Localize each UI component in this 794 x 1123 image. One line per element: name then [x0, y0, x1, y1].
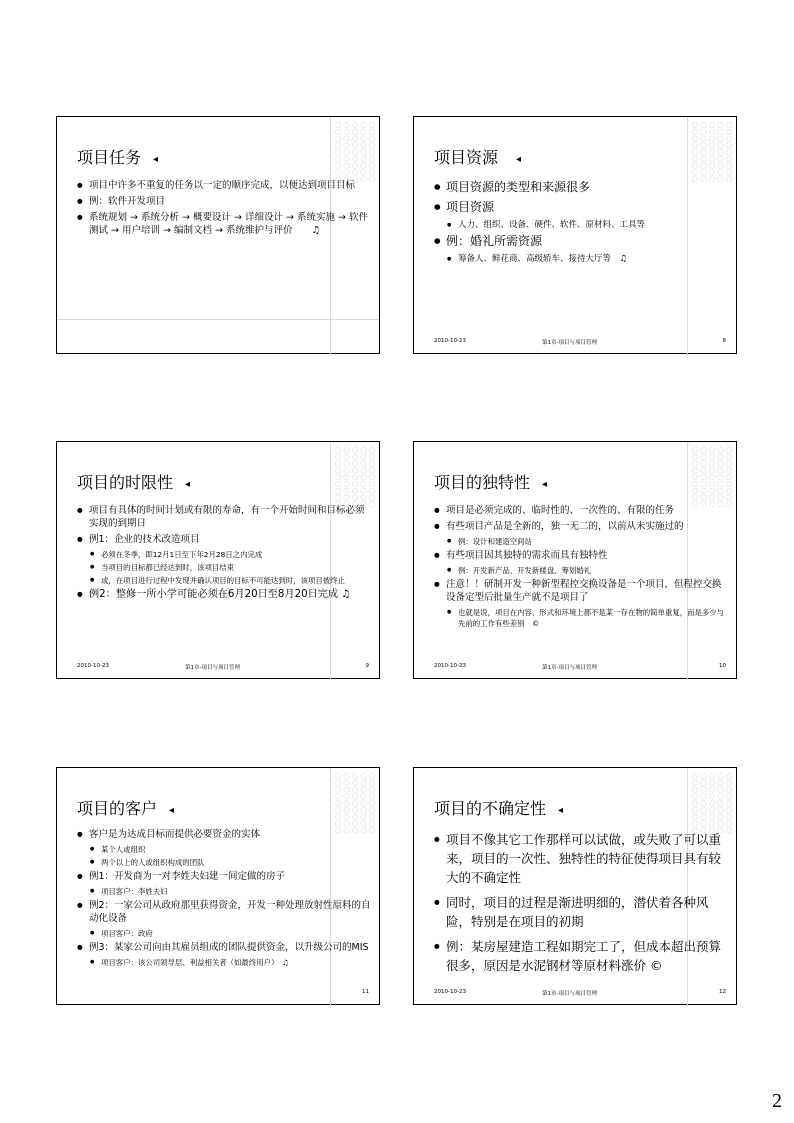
bullet-item: ● 系统规划 → 系统分析 → 概要设计 → 详细设计 → 系统实施 → 软件测试 → 用户培训 → 编制文档 → 系统维护与评价 ♫ — [77, 211, 371, 237]
footer-date: 2010-10-23 — [434, 989, 466, 995]
bullet-item: ● 例：婚礼所需资源 — [434, 233, 728, 249]
bullet-item: ● 例1：企业的技术改造项目 — [77, 533, 371, 546]
bullet-item: ● 项目有具体的时间计划或有限的寿命，有一个开始时间和目标必须实现的到期日 — [77, 504, 371, 530]
dot-grid-decoration — [690, 121, 734, 183]
bullet-item: ● 例：某房屋建造工程如期完工了，但成本超出预算很多，原因是水泥钢材等原材料涨价 © — [434, 937, 728, 975]
footer-chapter: 第1章-项目与项目管理 — [542, 991, 597, 997]
slide-project-time-limit — [56, 441, 380, 679]
triangle-marker-icon: ◂ — [542, 479, 548, 490]
bullet-item: ● 同时，项目的过程是渐进明细的，潜伏着各种风险，特别是在项目的初期 — [434, 893, 728, 931]
dot-grid-decoration — [333, 772, 377, 834]
triangle-marker-icon: ◂ — [169, 805, 175, 816]
slide-title: 项目资源 ◂ — [434, 148, 522, 167]
sub-bullet-item: ● 例：设计和建造空间站 — [434, 536, 728, 547]
slide-footer — [434, 663, 728, 672]
slide-project-uncertainty — [413, 767, 737, 1005]
slide-title: 项目的时限性 ◂ — [77, 473, 191, 492]
slide-number: 10 — [719, 663, 726, 669]
triangle-marker-icon: ◂ — [153, 154, 159, 165]
sub-bullet-item: ● 人力、组织、设备、硬件、软件、原材料、工具等 — [434, 219, 728, 231]
triangle-marker-icon: ◂ — [185, 479, 191, 490]
bullet-item: ● 注意！！研制开发一种新型程控交换设备是一个项目，但程控交换设备定型后批量生产就不是项目了 — [434, 578, 728, 604]
sub-bullet-item: ● 项目客户：该公司领导层、利益相关者（如最终用户） ♫ — [77, 957, 371, 968]
bullet-item: ● 有些项目因其独特的需求而具有独特性 — [434, 549, 728, 562]
bullet-item: ● 例：软件开发项目 — [77, 195, 371, 208]
slide-title: 项目的客户 ◂ — [77, 799, 175, 818]
footer-chapter: 第1章-项目与项目管理 — [185, 665, 240, 671]
slide-number: 8 — [722, 338, 726, 344]
sub-bullet-item: ● 筹备人、鲜花商、高级轿车、接待大厅等 ♫ — [434, 253, 728, 265]
footer-chapter: 第1章-项目与项目管理 — [542, 340, 597, 346]
slide-footer — [434, 989, 728, 998]
slide-title: 项目任务 ◂ — [77, 148, 159, 167]
dot-grid-decoration — [690, 772, 734, 834]
footer-date: 2010-10-23 — [434, 338, 466, 344]
bullet-item: ● 例1：开发商为一对李姓夫妇建一间定做的房子 — [77, 870, 371, 883]
slide-number: 11 — [362, 989, 369, 995]
slide-title: 项目的不确定性 ◂ — [434, 799, 564, 818]
dot-grid-decoration — [333, 446, 377, 508]
sub-bullet-item: ● 或，在项目进行过程中发现并确认项目的目标不可能达到时，该项目被终止 — [77, 575, 371, 586]
divider-horizontal — [57, 319, 379, 320]
slide-project-resources — [413, 116, 737, 354]
bullet-item: ● 项目资源的类型和来源很多 — [434, 179, 728, 195]
slide-footer — [434, 338, 728, 347]
bullet-item: ● 有些项目产品是全新的，独一无二的，以前从未实施过的 — [434, 520, 728, 533]
sub-bullet-item: ● 当项目的目标都已经达到时，该项目结束 — [77, 562, 371, 573]
footer-chapter: 第1章-项目与项目管理 — [542, 665, 597, 671]
dot-grid-decoration — [333, 121, 377, 183]
bullet-item: ● 项目中许多不重复的任务以一定的顺序完成，以便达到项目目标 — [77, 179, 371, 192]
slide-project-uniqueness — [413, 441, 737, 679]
slide-title: 项目的独特性 ◂ — [434, 473, 548, 492]
sub-bullet-item: ● 例：开发新产品、开发新楼盘、筹划婚礼 — [434, 565, 728, 576]
slide-footer — [77, 989, 371, 998]
bullet-item: ● 项目不像其它工作那样可以试做，或失败了可以重来，项目的一次性、独特性的特征使得项目具有较大的不确定性 — [434, 830, 728, 887]
triangle-marker-icon: ◂ — [558, 805, 564, 816]
bullet-item: ● 项目是必须完成的、临时性的、一次性的、有限的任务 — [434, 504, 728, 517]
triangle-marker-icon: ◂ — [516, 154, 522, 165]
sub-bullet-item: ● 必须在冬季，即12月1日至下年2月28日之内完成 — [77, 549, 371, 560]
footer-date: 2010-10-23 — [434, 663, 466, 669]
sub-bullet-item: ● 也就是说，项目在内容、形式和环境上都不是某一存在物的简单重复，而是多少与先前的工作有些差别 © — [434, 607, 728, 629]
slide-number: 12 — [719, 989, 726, 995]
slide-number: 9 — [365, 663, 369, 669]
page-number: 2 — [772, 1090, 782, 1112]
bullet-item: ● 例2：整修一所小学可能必须在6月20日至8月20日完成 ♫ — [77, 588, 371, 601]
bullet-item: ● 例3：某家公司向由其雇员组成的团队提供资金，以升级公司的MIS — [77, 941, 371, 954]
slide-footer — [77, 663, 371, 672]
slide-project-tasks — [56, 116, 380, 354]
footer-date: 2010-10-23 — [77, 663, 109, 669]
slide-project-clients — [56, 767, 380, 1005]
sub-bullet-item: ● 项目客户：李姓夫妇 — [77, 886, 371, 897]
sub-bullet-item: ● 某个人或组织 — [77, 844, 371, 855]
bullet-item: ● 例2：一家公司从政府那里获得资金，开发一种处理放射性原料的自动化设备 — [77, 899, 371, 925]
sub-bullet-item: ● 项目客户：政府 — [77, 928, 371, 939]
bullet-item: ● 客户是为达成目标而提供必要资金的实体 — [77, 828, 371, 841]
dot-grid-decoration — [690, 446, 734, 508]
bullet-item: ● 项目资源 — [434, 199, 728, 215]
sub-bullet-item: ● 两个以上的人或组织构成的团队 — [77, 857, 371, 868]
